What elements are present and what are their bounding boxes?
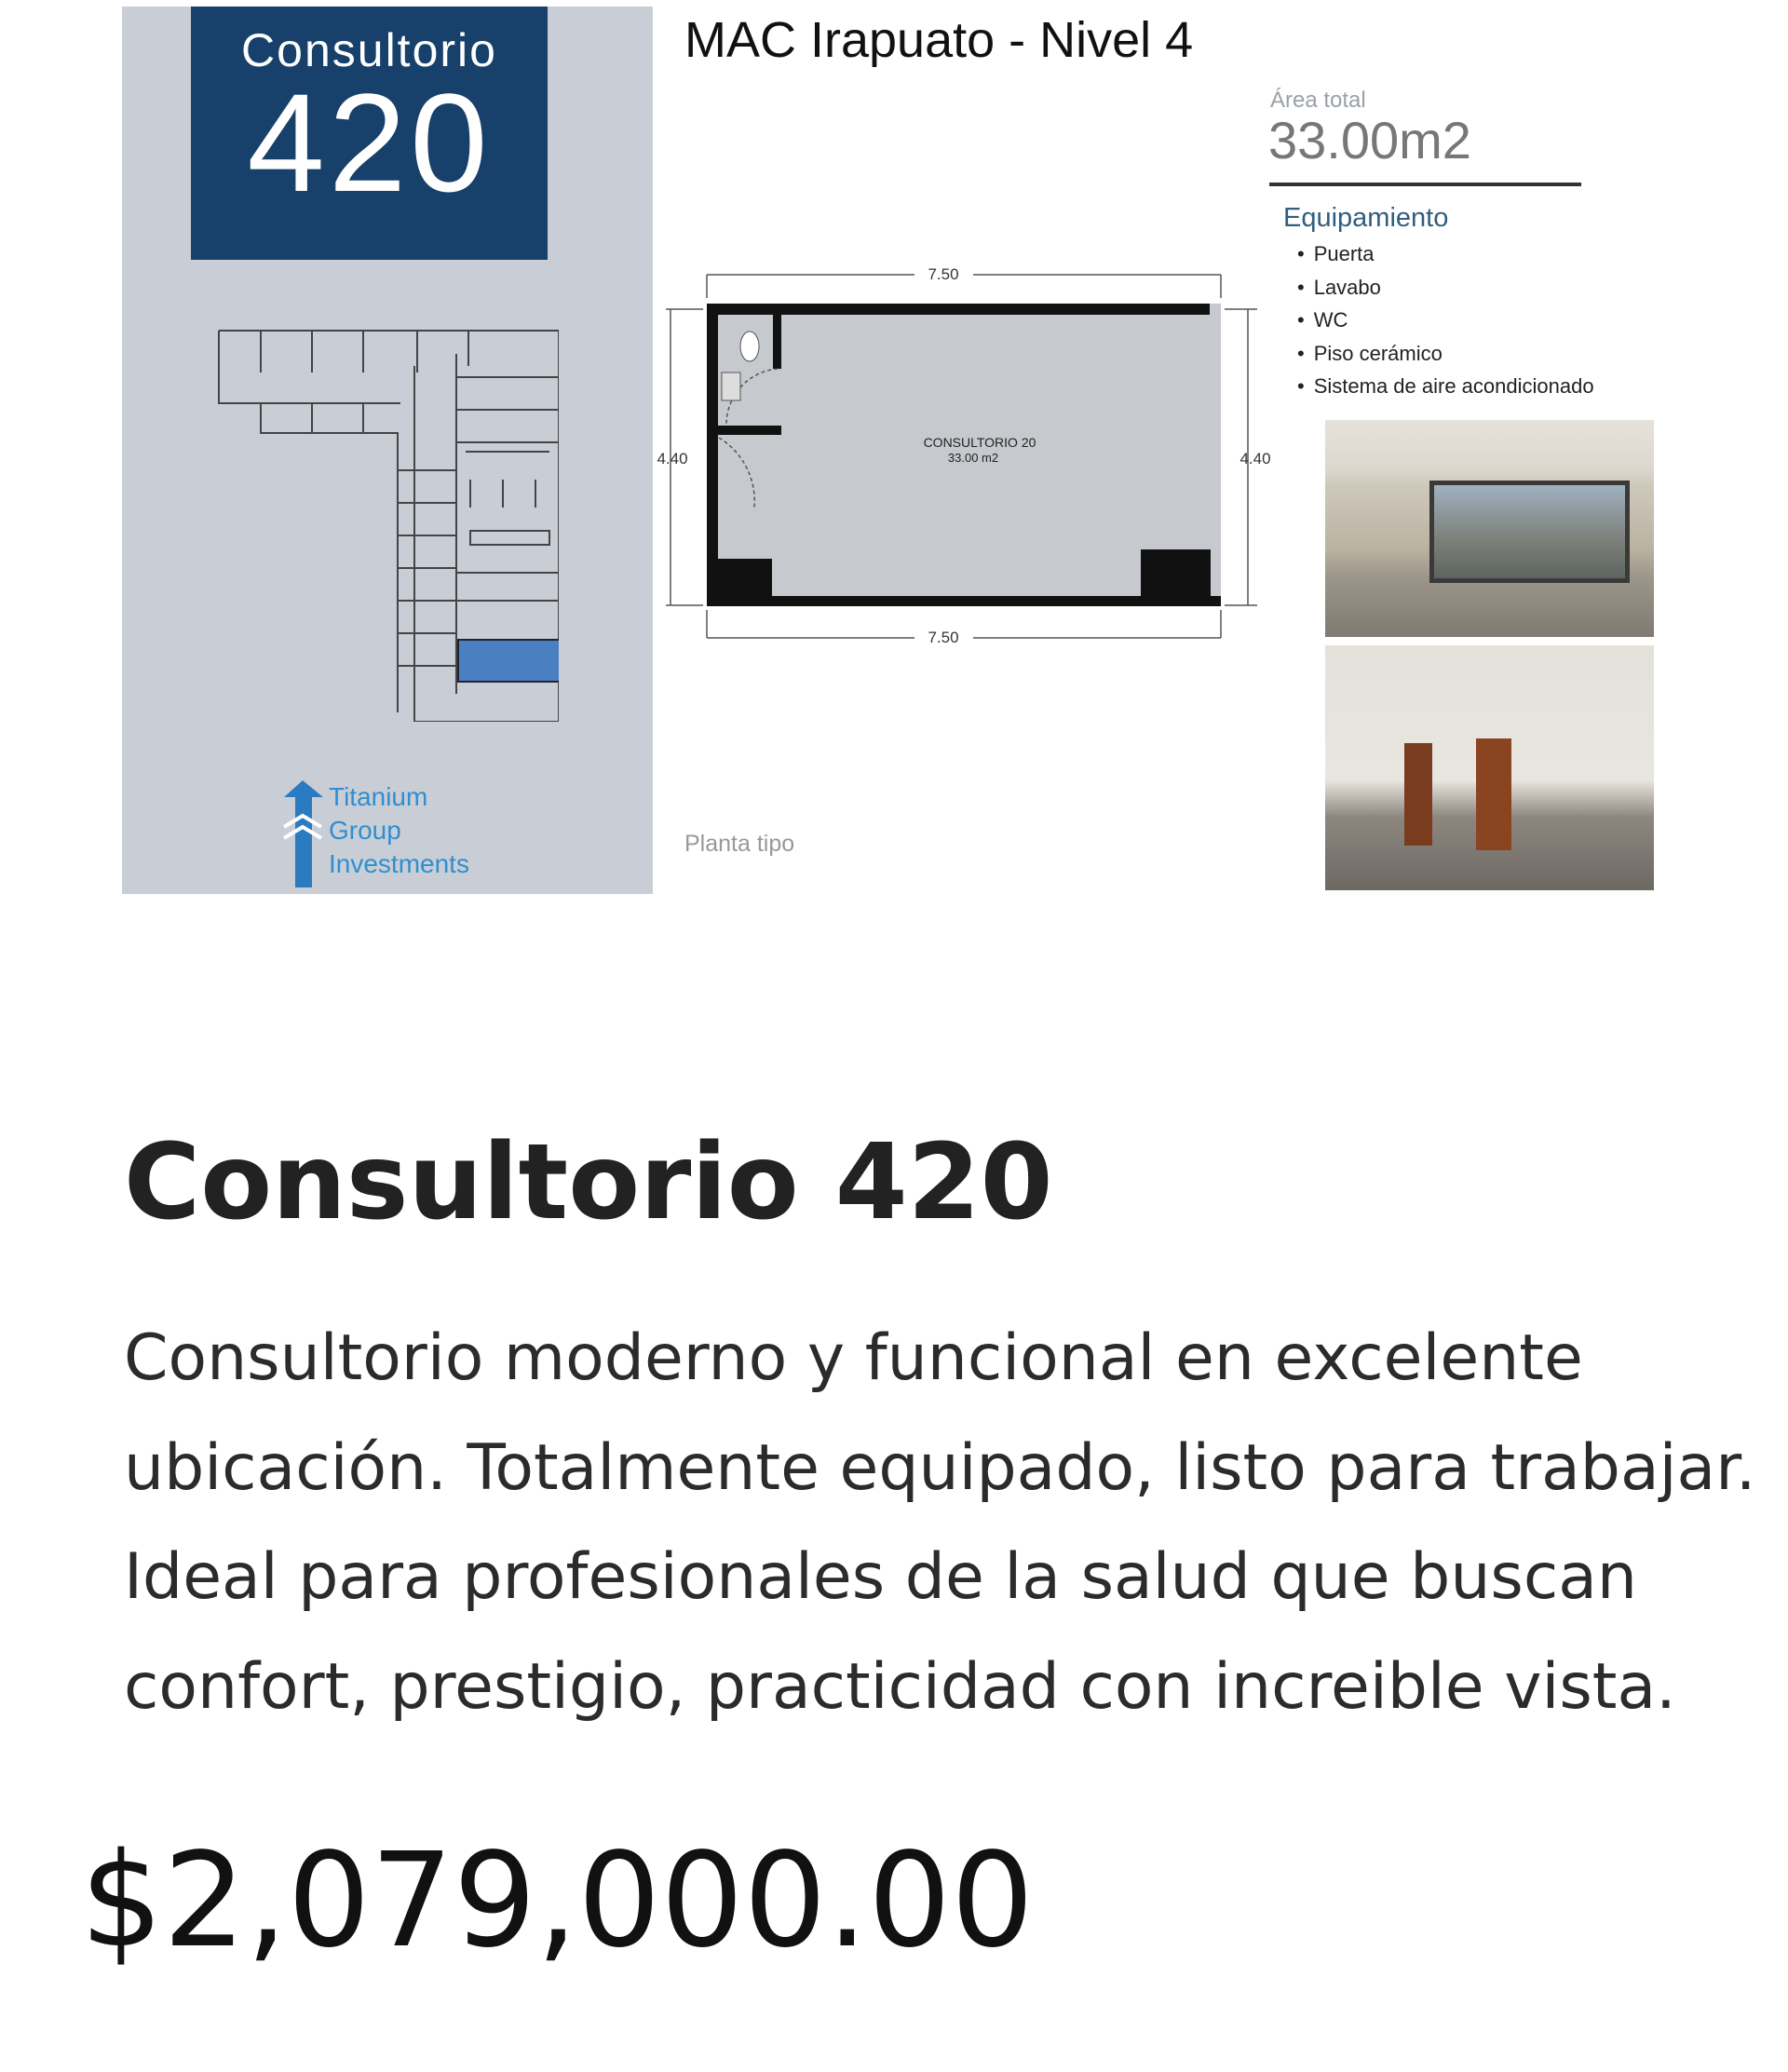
- equipment-item: • Sistema de aire acondicionado: [1297, 374, 1594, 408]
- area-label: Área total: [1270, 88, 1366, 113]
- logo-line-1: Titanium: [329, 782, 428, 811]
- equipment-item: • Puerta: [1297, 242, 1594, 276]
- plan-caption: Planta tipo: [684, 831, 795, 857]
- dim-top: 7.50: [928, 265, 959, 283]
- building-floor-plan: [214, 321, 559, 722]
- listing-price: $2,079,000.00: [80, 1825, 1035, 1977]
- room-name: CONSULTORIO 20: [923, 435, 1036, 450]
- equipment-heading: Equipamiento: [1283, 203, 1449, 233]
- description-line: confort, prestigio, practicidad con increible vista.: [124, 1649, 1676, 1724]
- equipment-item: • Piso cerámico: [1297, 342, 1594, 375]
- interior-photo-doors: [1325, 645, 1654, 890]
- equipment-list: [1297, 242, 1594, 408]
- location-title: MAC Irapuato - Nivel 4: [684, 12, 1194, 68]
- badge-number: 420: [247, 64, 492, 221]
- divider: [1269, 183, 1581, 186]
- building-arrow-icon: [282, 780, 324, 887]
- interior-photo-window: [1325, 420, 1654, 637]
- description-line: Ideal para profesionales de la salud que buscan: [124, 1540, 1637, 1614]
- unit-floor-plan: [652, 261, 1285, 661]
- unit-highlight: [458, 640, 559, 682]
- unit-badge: [191, 7, 548, 260]
- area-value: 33.00m2: [1268, 111, 1471, 169]
- listing-description: [124, 1304, 1756, 1741]
- dim-bottom: 7.50: [928, 629, 959, 646]
- titanium-logo: [282, 780, 506, 887]
- equipment-item: • Lavabo: [1297, 276, 1594, 309]
- dim-right: 4.40: [1239, 450, 1271, 467]
- room-area: 33.00 m2: [947, 451, 999, 465]
- description-line: Consultorio moderno y funcional en excelente: [124, 1321, 1583, 1395]
- logo-line-2: Group: [329, 816, 401, 845]
- badge-label: Consultorio: [241, 24, 497, 76]
- dim-left: 4.40: [657, 450, 688, 467]
- equipment-item: • WC: [1297, 308, 1594, 342]
- logo-line-3: Investments: [329, 849, 469, 878]
- listing-title: Consultorio 420: [124, 1122, 1053, 1243]
- description-line: ubicación. Totalmente equipado, listo para trabajar.: [124, 1430, 1756, 1505]
